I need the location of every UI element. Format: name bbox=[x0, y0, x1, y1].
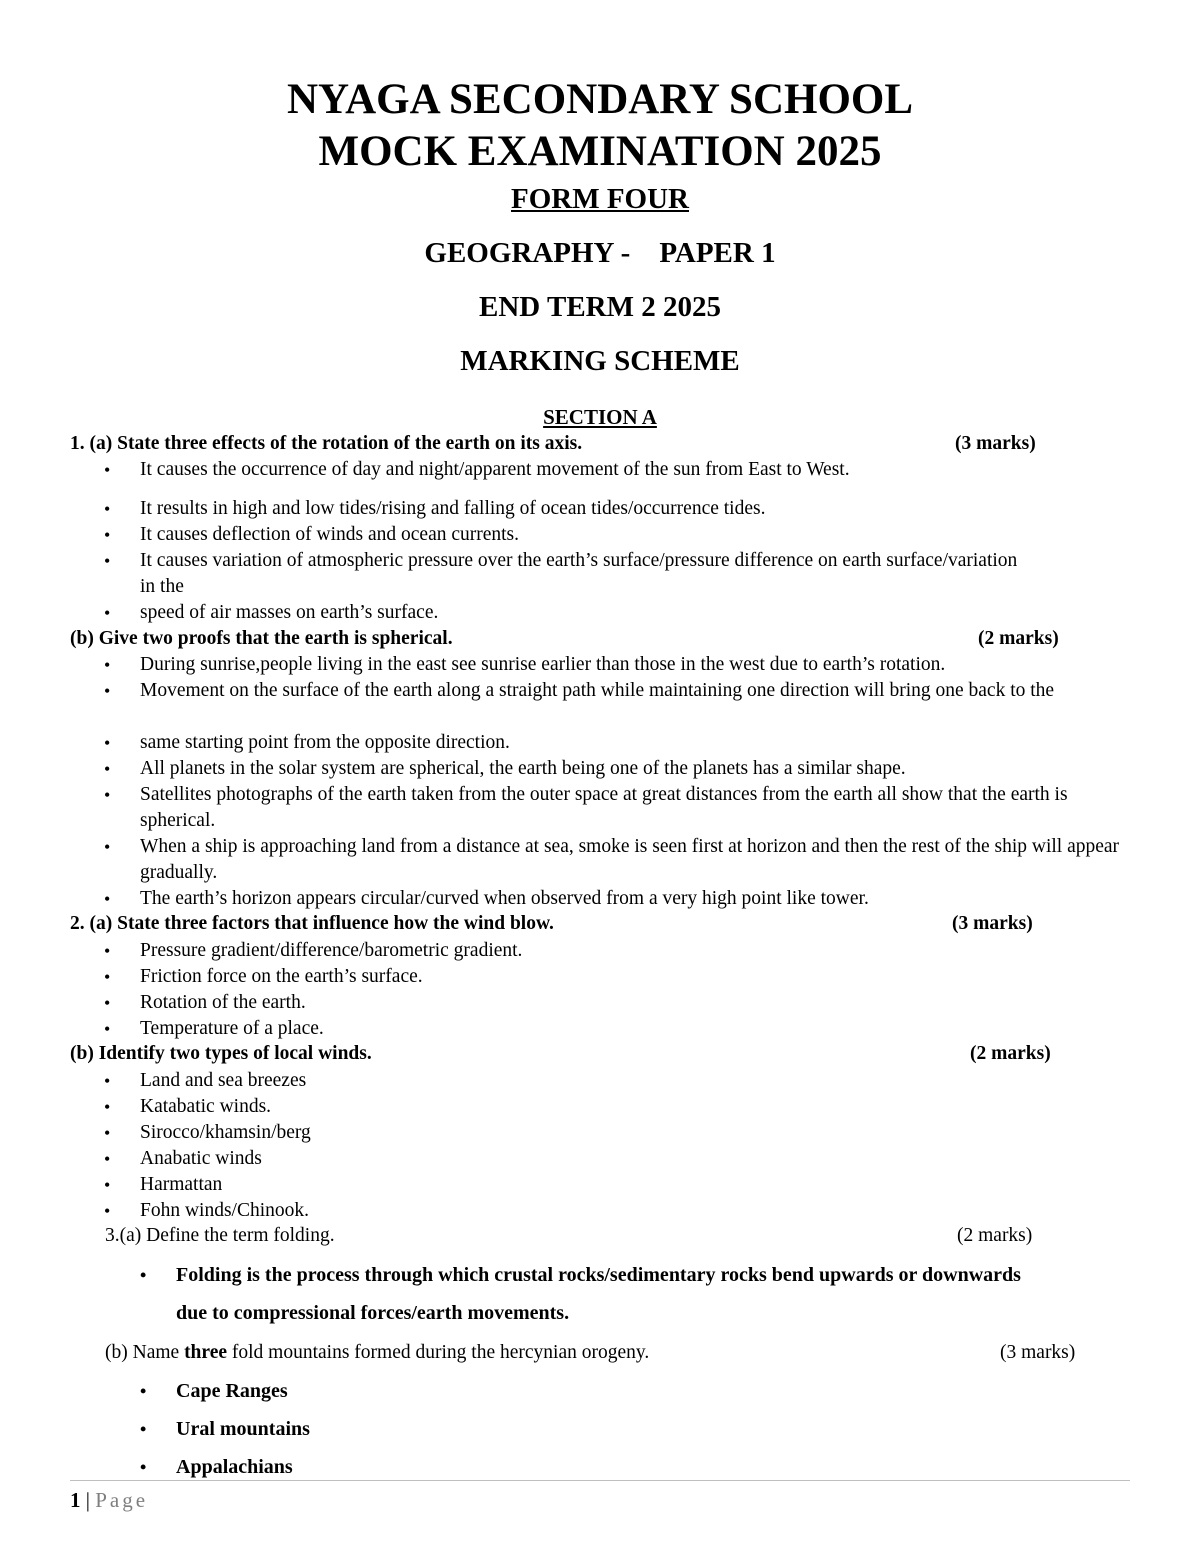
question-2a: 2. (a) State three factors that influence how the wind blow. bbox=[70, 913, 554, 934]
answer-item: • Satellites photographs of the earth taken from the outer space at great distances from the earth all show that the earth is spherical. bbox=[104, 784, 1068, 831]
answer-item: • Friction force on the earth’s surface. bbox=[104, 966, 423, 987]
marks-1b: (2 marks) bbox=[978, 628, 1059, 649]
subject-title: GEOGRAPHY - PAPER 1 bbox=[424, 237, 776, 269]
answer-item: • Land and sea breezes bbox=[104, 1070, 307, 1091]
answer-item: • Katabatic winds. bbox=[104, 1096, 272, 1117]
question-1a: 1. (a) State three effects of the rotation of the earth on its axis. bbox=[70, 433, 583, 454]
answer-item: • Ural mountains bbox=[140, 1418, 310, 1440]
answer-item: • Folding is the process through which crustal rocks/sedimentary rocks bend upwards or downwards due to compressional forces/earth movements. bbox=[140, 1264, 1021, 1324]
answer-item: • Appalachians bbox=[140, 1456, 293, 1478]
footer-divider bbox=[70, 1480, 1130, 1481]
answer-item: • It results in high and low tides/rising and falling of ocean tides/occurrence tides. bbox=[104, 498, 766, 519]
answer-item: • It causes variation of atmospheric pressure over the earth’s surface/pressure difference on earth surface/variation in the bbox=[104, 550, 1018, 597]
marks-3a: (2 marks) bbox=[957, 1225, 1033, 1246]
answer-item: • Sirocco/khamsin/berg bbox=[104, 1122, 311, 1143]
answer-item: • When a ship is approaching land from a distance at sea, smoke is seen first at horizon and then the rest of the ship will appear gradually. bbox=[104, 836, 1120, 883]
marks-2b: (2 marks) bbox=[970, 1043, 1051, 1064]
question-3a: 3.(a) Define the term folding. bbox=[105, 1225, 335, 1246]
marks-2a: (3 marks) bbox=[952, 913, 1033, 934]
answer-item: • Cape Ranges bbox=[140, 1380, 288, 1402]
answer-item: • Movement on the surface of the earth along a straight path while maintaining one direction will bring one back to the bbox=[104, 680, 1055, 701]
answer-item: • Anabatic winds bbox=[104, 1148, 262, 1169]
school-name: NYAGA SECONDARY SCHOOL bbox=[286, 76, 914, 123]
answer-item: • Rotation of the earth. bbox=[104, 992, 306, 1013]
section-heading: SECTION A bbox=[543, 405, 657, 429]
answer-item: • Fohn winds/Chinook. bbox=[104, 1200, 310, 1221]
page-label: Page bbox=[95, 1488, 149, 1512]
question-2b: (b) Identify two types of local winds. bbox=[70, 1043, 372, 1064]
answer-item: • During sunrise,people living in the east see sunrise earlier than those in the west due to earth’s rotation. bbox=[104, 654, 946, 675]
question-1b: (b) Give two proofs that the earth is spherical. bbox=[70, 628, 453, 649]
answer-item: • The earth’s horizon appears circular/curved when observed from a very high point like tower. bbox=[104, 888, 869, 909]
answer-item: • Harmattan bbox=[104, 1174, 223, 1195]
scheme-title: MARKING SCHEME bbox=[460, 345, 740, 377]
answer-item: • It causes deflection of winds and ocean currents. bbox=[104, 524, 520, 545]
answer-item: • same starting point from the opposite direction. bbox=[104, 732, 510, 753]
question-3b: (b) Name three fold mountains formed during the hercynian orogeny. bbox=[105, 1342, 650, 1363]
form-title: FORM FOUR bbox=[511, 183, 689, 215]
marks-3b: (3 marks) bbox=[1000, 1342, 1076, 1363]
marks-1a: (3 marks) bbox=[955, 433, 1036, 454]
answer-item: • All planets in the solar system are spherical, the earth being one of the planets has a similar shape. bbox=[104, 758, 906, 779]
exam-title: MOCK EXAMINATION 2025 bbox=[318, 128, 882, 175]
answer-item: • speed of air masses on earth’s surface. bbox=[104, 602, 439, 623]
page-footer: 1 | Page bbox=[70, 1488, 149, 1512]
answer-item: • It causes the occurrence of day and night/apparent movement of the sun from East to West. bbox=[104, 459, 850, 480]
answer-item: • Temperature of a place. bbox=[104, 1018, 324, 1039]
term-title: END TERM 2 2025 bbox=[479, 291, 721, 323]
answer-item: • Pressure gradient/difference/barometric gradient. bbox=[104, 940, 523, 961]
page-number: 1 bbox=[70, 1488, 81, 1512]
